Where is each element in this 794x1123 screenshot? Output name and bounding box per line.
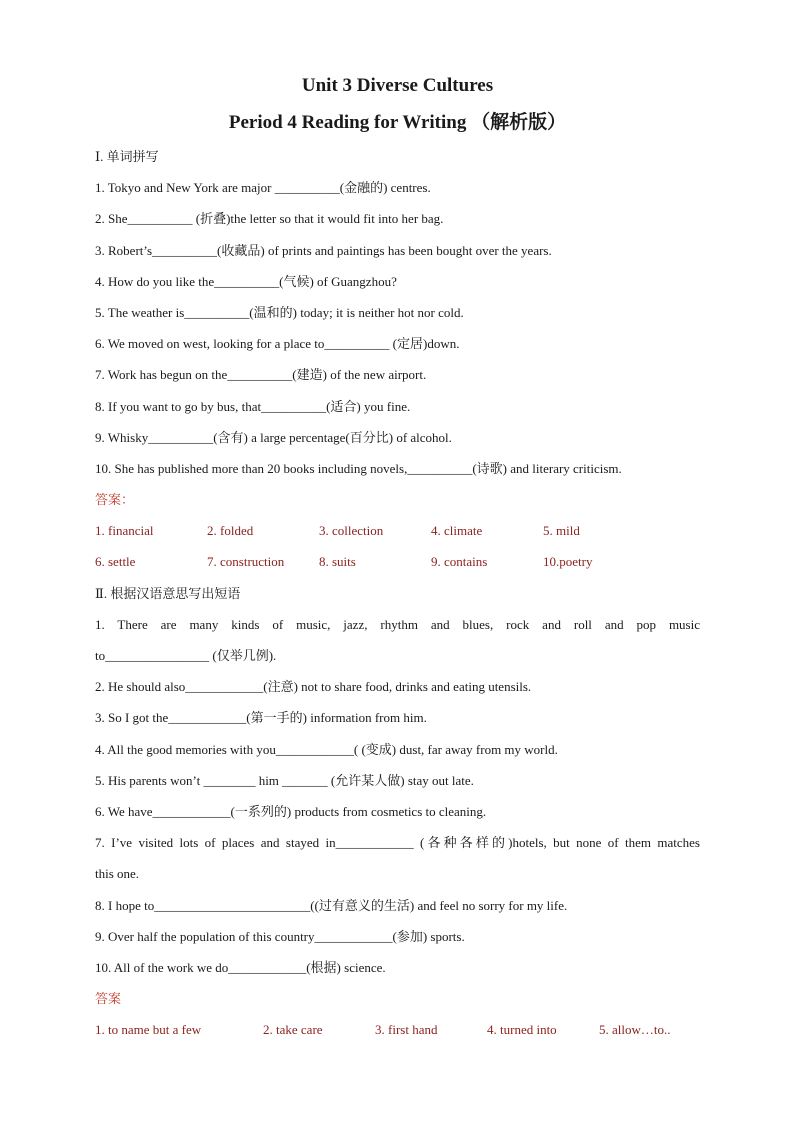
answer-item: 4. climate (431, 523, 483, 539)
document-subtitle: Period 4 Reading for Writing （解析版） (228, 112, 567, 133)
exercise-item: 6. We moved on west, looking for a place to__________ (定居)down. (95, 336, 460, 352)
exercise-item: 9. Whisky__________(含有) a large percentage(百分比) of alcohol. (95, 429, 452, 445)
answers-row (95, 1014, 700, 1045)
answers-row (95, 546, 700, 577)
exercise-item: 3. So I got the____________(第一手的) information from him. (95, 710, 427, 726)
exercise-item: 8. I hope to________________________((过有意义的生活) and feel no sorry for my life. (95, 897, 568, 913)
answer-item: 8. suits (319, 554, 356, 570)
exercise-item: 7. Work has begun on the__________(建造) of the new airport. (95, 367, 427, 383)
exercise-item: 6. We have____________(一系列的) products from cosmetics to cleaning. (95, 803, 487, 819)
answer-item: 1. to name but a few (95, 1022, 202, 1038)
section-1-answer-label: 答案： (95, 492, 135, 508)
answer-item: 9. contains (431, 554, 488, 570)
exercise-item: 8. If you want to go by bus, that__________(适合) you fine. (95, 398, 411, 414)
exercise-item: 4. How do you like the__________(气候) of Guangzhou? (95, 273, 397, 289)
document-title: Unit 3 Diverse Cultures (301, 75, 494, 96)
answer-item: 1. financial (95, 523, 154, 539)
section-2-heading: Ⅱ. 根据汉语意思写出短语 (95, 585, 241, 601)
exercise-item: 1. There are many kinds of music, jazz, rhythm and blues, rock and roll and pop music (95, 616, 700, 632)
answer-item: 2. folded (207, 523, 254, 539)
answer-item: 3. first hand (375, 1022, 438, 1038)
exercise-item: 5. His parents won’t ________ him _______ (允许某人做) stay out late. (95, 772, 474, 788)
document-page (95, 72, 700, 1045)
exercise-item: 5. The weather is__________(温和的) today; it is neither hot nor cold. (95, 304, 464, 320)
exercise-item: 10. She has published more than 20 books including novels,__________(诗歌) and literary criticism. (95, 460, 622, 476)
answer-item: 5. mild (543, 523, 580, 539)
answer-item: 6. settle (95, 554, 136, 570)
exercise-item: 10. All of the work we do____________(根据) science. (95, 959, 386, 975)
answer-item: 3. collection (319, 523, 384, 539)
exercise-item-continuation: this one. (95, 866, 140, 882)
answer-item: 10.poetry (543, 554, 593, 570)
exercise-item: 2. She__________ (折叠)the letter so that it would fit into her bag. (95, 211, 444, 227)
section-1-heading: Ⅰ. 单词拼写 (95, 149, 159, 164)
exercise-item: 7. I’ve visited lots of places and stayed in____________ (各种各样的)hotels, but none of them matches (95, 835, 700, 851)
answer-item: 7. construction (207, 554, 285, 570)
answer-item: 2. take care (263, 1022, 323, 1038)
exercise-item-continuation: to________________ (仅举几例). (95, 648, 277, 663)
answer-item: 4. turned into (487, 1022, 557, 1038)
exercise-item: 4. All the good memories with you____________( (变成) dust, far away from my world. (95, 741, 558, 757)
exercise-item: 9. Over half the population of this country____________(参加) sports. (95, 928, 465, 944)
exercise-item: 3. Robert’s__________(收藏品) of prints and paintings has been bought over the years. (95, 242, 552, 258)
exercise-item: 2. He should also____________(注意) not to share food, drinks and eating utensils. (95, 679, 532, 695)
exercise-item: 1. Tokyo and New York are major __________(金融的) centres. (95, 180, 431, 196)
section-2-answer-label: 答案 (95, 991, 122, 1007)
answers-row (95, 515, 700, 546)
answer-item: 5. allow…to.. (599, 1022, 671, 1038)
